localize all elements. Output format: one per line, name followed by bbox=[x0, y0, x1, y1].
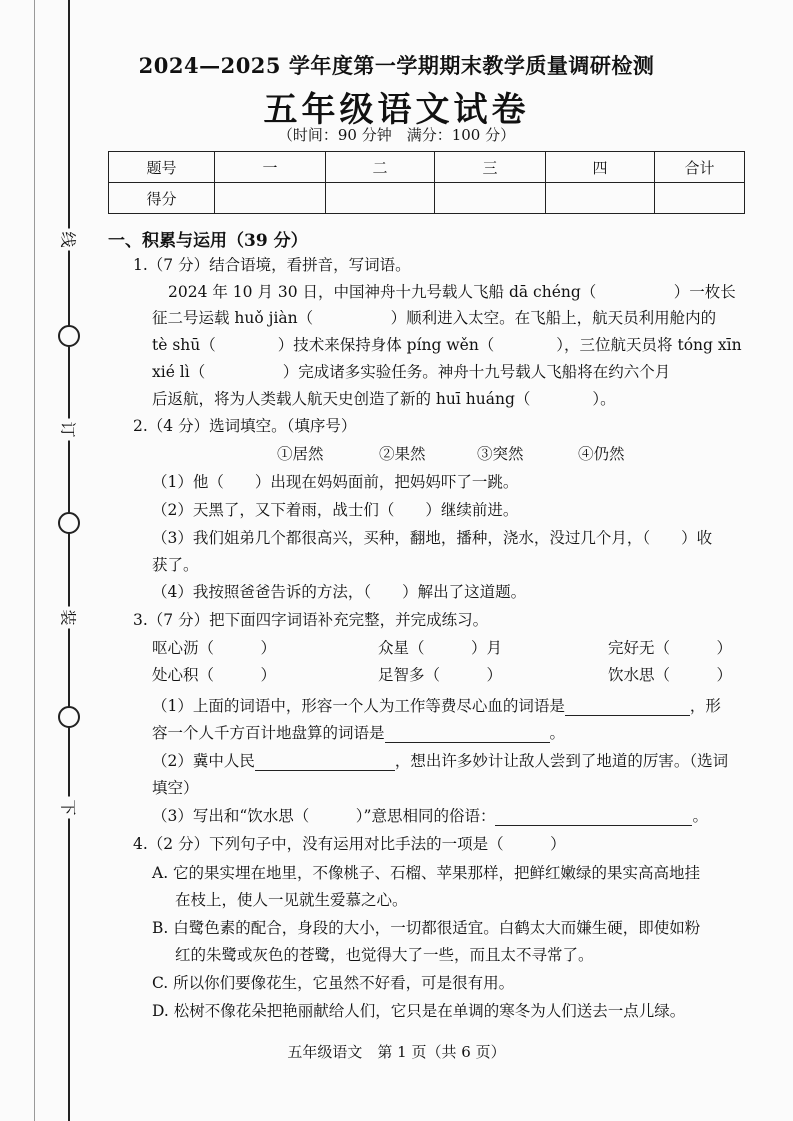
question-3-part bbox=[152, 694, 721, 716]
choice-a-cont: 在枝上，使人一见就生爱慕之心。 bbox=[175, 891, 408, 909]
answer-blank[interactable] bbox=[255, 752, 395, 771]
binding-circle bbox=[58, 512, 80, 534]
option-1: ①居然 bbox=[277, 445, 324, 463]
exam-info: （时间：90 分钟 满分：100 分） bbox=[277, 126, 516, 144]
question-3-text: （3）写出和“饮水思（ ）”意思相同的俗语： bbox=[152, 807, 496, 825]
binding-circle bbox=[58, 325, 80, 347]
idiom-word: 足智多（ ） bbox=[378, 666, 503, 684]
choice-a: A. 它的果实埋在地里，不像桃子、石榴、苹果那样，把鲜红嫩绿的果实高高地挂 bbox=[152, 864, 701, 882]
question-3-head: 3.（7 分）把下面四字词语补充完整，并完成练习。 bbox=[133, 611, 489, 629]
question-3-text: （1）上面的词语中，形容一个人为工作等费尽心血的词语是 bbox=[152, 697, 565, 715]
score-cell: 一 bbox=[215, 152, 326, 183]
binding-char-xian: 线 bbox=[58, 229, 81, 251]
question-3-part bbox=[152, 749, 728, 771]
question-2-sentence: （1）他（ ）出现在妈妈面前，把妈妈吓了一跳。 bbox=[152, 473, 519, 491]
binding-outer-line bbox=[34, 0, 35, 1121]
question-3-part bbox=[152, 804, 708, 826]
score-input-cell[interactable] bbox=[435, 183, 546, 214]
binding-circle bbox=[58, 706, 80, 728]
score-cell: 题号 bbox=[109, 152, 215, 183]
question-1-line: xié lì（ ）完成诸多实验任务。神舟十九号载人飞船将在约六个月 bbox=[152, 363, 671, 381]
score-input-cell[interactable] bbox=[655, 183, 745, 214]
idiom-word: 处心积（ ） bbox=[152, 666, 277, 684]
score-input-cell[interactable] bbox=[546, 183, 655, 214]
question-1-head: 1.（7 分）结合语境，看拼音，写词语。 bbox=[133, 256, 411, 274]
score-cell: 二 bbox=[326, 152, 435, 183]
question-3-text: ，形 bbox=[689, 697, 721, 715]
option-4: ④仍然 bbox=[578, 445, 625, 463]
section-title: 一、积累与运用（39 分） bbox=[108, 231, 308, 251]
idiom-word: 饮水思（ ） bbox=[608, 666, 733, 684]
answer-blank[interactable] bbox=[565, 697, 690, 716]
question-3-text: （2）冀中人民 bbox=[152, 752, 255, 770]
choice-d: D. 松树不像花朵把艳丽献给人们，它只是在单调的寒冬为人们送去一点儿绿。 bbox=[152, 1002, 686, 1020]
score-table-score-row bbox=[109, 183, 745, 214]
question-3-part bbox=[152, 721, 565, 743]
question-1-line: 2024 年 10 月 30 日，中国神舟十九号载人飞船 dā chéng（ ）一枚长 bbox=[168, 283, 736, 301]
option-3: ③突然 bbox=[477, 445, 524, 463]
page-footer: 五年级语文 第 1 页（共 6 页） bbox=[287, 1043, 506, 1061]
question-3-text: 填空） bbox=[152, 779, 199, 797]
score-input-cell[interactable] bbox=[215, 183, 326, 214]
score-table bbox=[108, 151, 745, 214]
question-1-line: 征二号运载 huǒ jiàn（ ）顺利进入太空。在飞船上，航天员利用舱内的 bbox=[152, 309, 717, 327]
score-cell: 合计 bbox=[655, 152, 745, 183]
idiom-word: 呕心沥（ ） bbox=[152, 639, 277, 657]
question-3-text: ，想出许多妙计让敌人尝到了地道的厉害。（选词 bbox=[394, 752, 729, 770]
score-input-cell[interactable] bbox=[326, 183, 435, 214]
option-2: ②果然 bbox=[379, 445, 426, 463]
question-2-sentence: （2）天黑了，又下着雨，战士们（ ）继续前进。 bbox=[152, 501, 519, 519]
score-table-header-row bbox=[109, 152, 745, 183]
question-2-head: 2.（4 分）选词填空。（填序号） bbox=[133, 417, 357, 435]
question-1-line: tè shū（ ）技术来保持身体 píng wěn（ ），三位航天员将 tóng xīn bbox=[152, 336, 742, 354]
answer-blank[interactable] bbox=[495, 807, 692, 826]
exam-subject-title: 五年级语文试卷 bbox=[263, 90, 530, 130]
question-3-text: 容一个人千方百计地盘算的词语是 bbox=[152, 724, 385, 742]
question-2-sentence: （4）我按照爸爸告诉的方法，（ ）解出了这道题。 bbox=[152, 583, 527, 601]
idiom-word: 众星（ ）月 bbox=[378, 639, 503, 657]
score-cell: 得分 bbox=[109, 183, 215, 214]
question-2-sentence: 获了。 bbox=[152, 556, 199, 574]
score-cell: 四 bbox=[546, 152, 655, 183]
question-2-sentence: （3）我们姐弟几个都很高兴，买种，翻地，播种，浇水，没过几个月，（ ）收 bbox=[152, 529, 713, 547]
answer-blank[interactable] bbox=[385, 724, 550, 743]
question-3-text: 。 bbox=[549, 724, 566, 742]
choice-b: B. 白鹭色素的配合，身段的大小，一切都很适宜。白鹤太大而嫌生硬，即使如粉 bbox=[152, 919, 701, 937]
binding-char-ding: 订 bbox=[58, 419, 81, 441]
exam-title: 2024—2025 学年度第一学期期末教学质量调研检测 bbox=[138, 53, 655, 78]
binding-char-zhuang: 装 bbox=[58, 607, 81, 629]
question-1-line: 后返航，将为人类载人航天史创造了新的 huī huáng（ ）。 bbox=[152, 390, 616, 408]
binding-line bbox=[68, 0, 70, 1121]
question-4-head: 4.（2 分）下列句子中，没有运用对比手法的一项是（ ） bbox=[133, 835, 566, 853]
question-3-text: 。 bbox=[692, 807, 708, 825]
binding-char-xia: 下 bbox=[58, 797, 81, 819]
score-cell: 三 bbox=[435, 152, 546, 183]
choice-c: C. 所以你们要像花生，它虽然不好看，可是很有用。 bbox=[152, 974, 515, 992]
idiom-word: 完好无（ ） bbox=[608, 639, 733, 657]
choice-b-cont: 红的朱鹭或灰色的苍鹭，也觉得大了一些，而且太不寻常了。 bbox=[175, 946, 594, 964]
